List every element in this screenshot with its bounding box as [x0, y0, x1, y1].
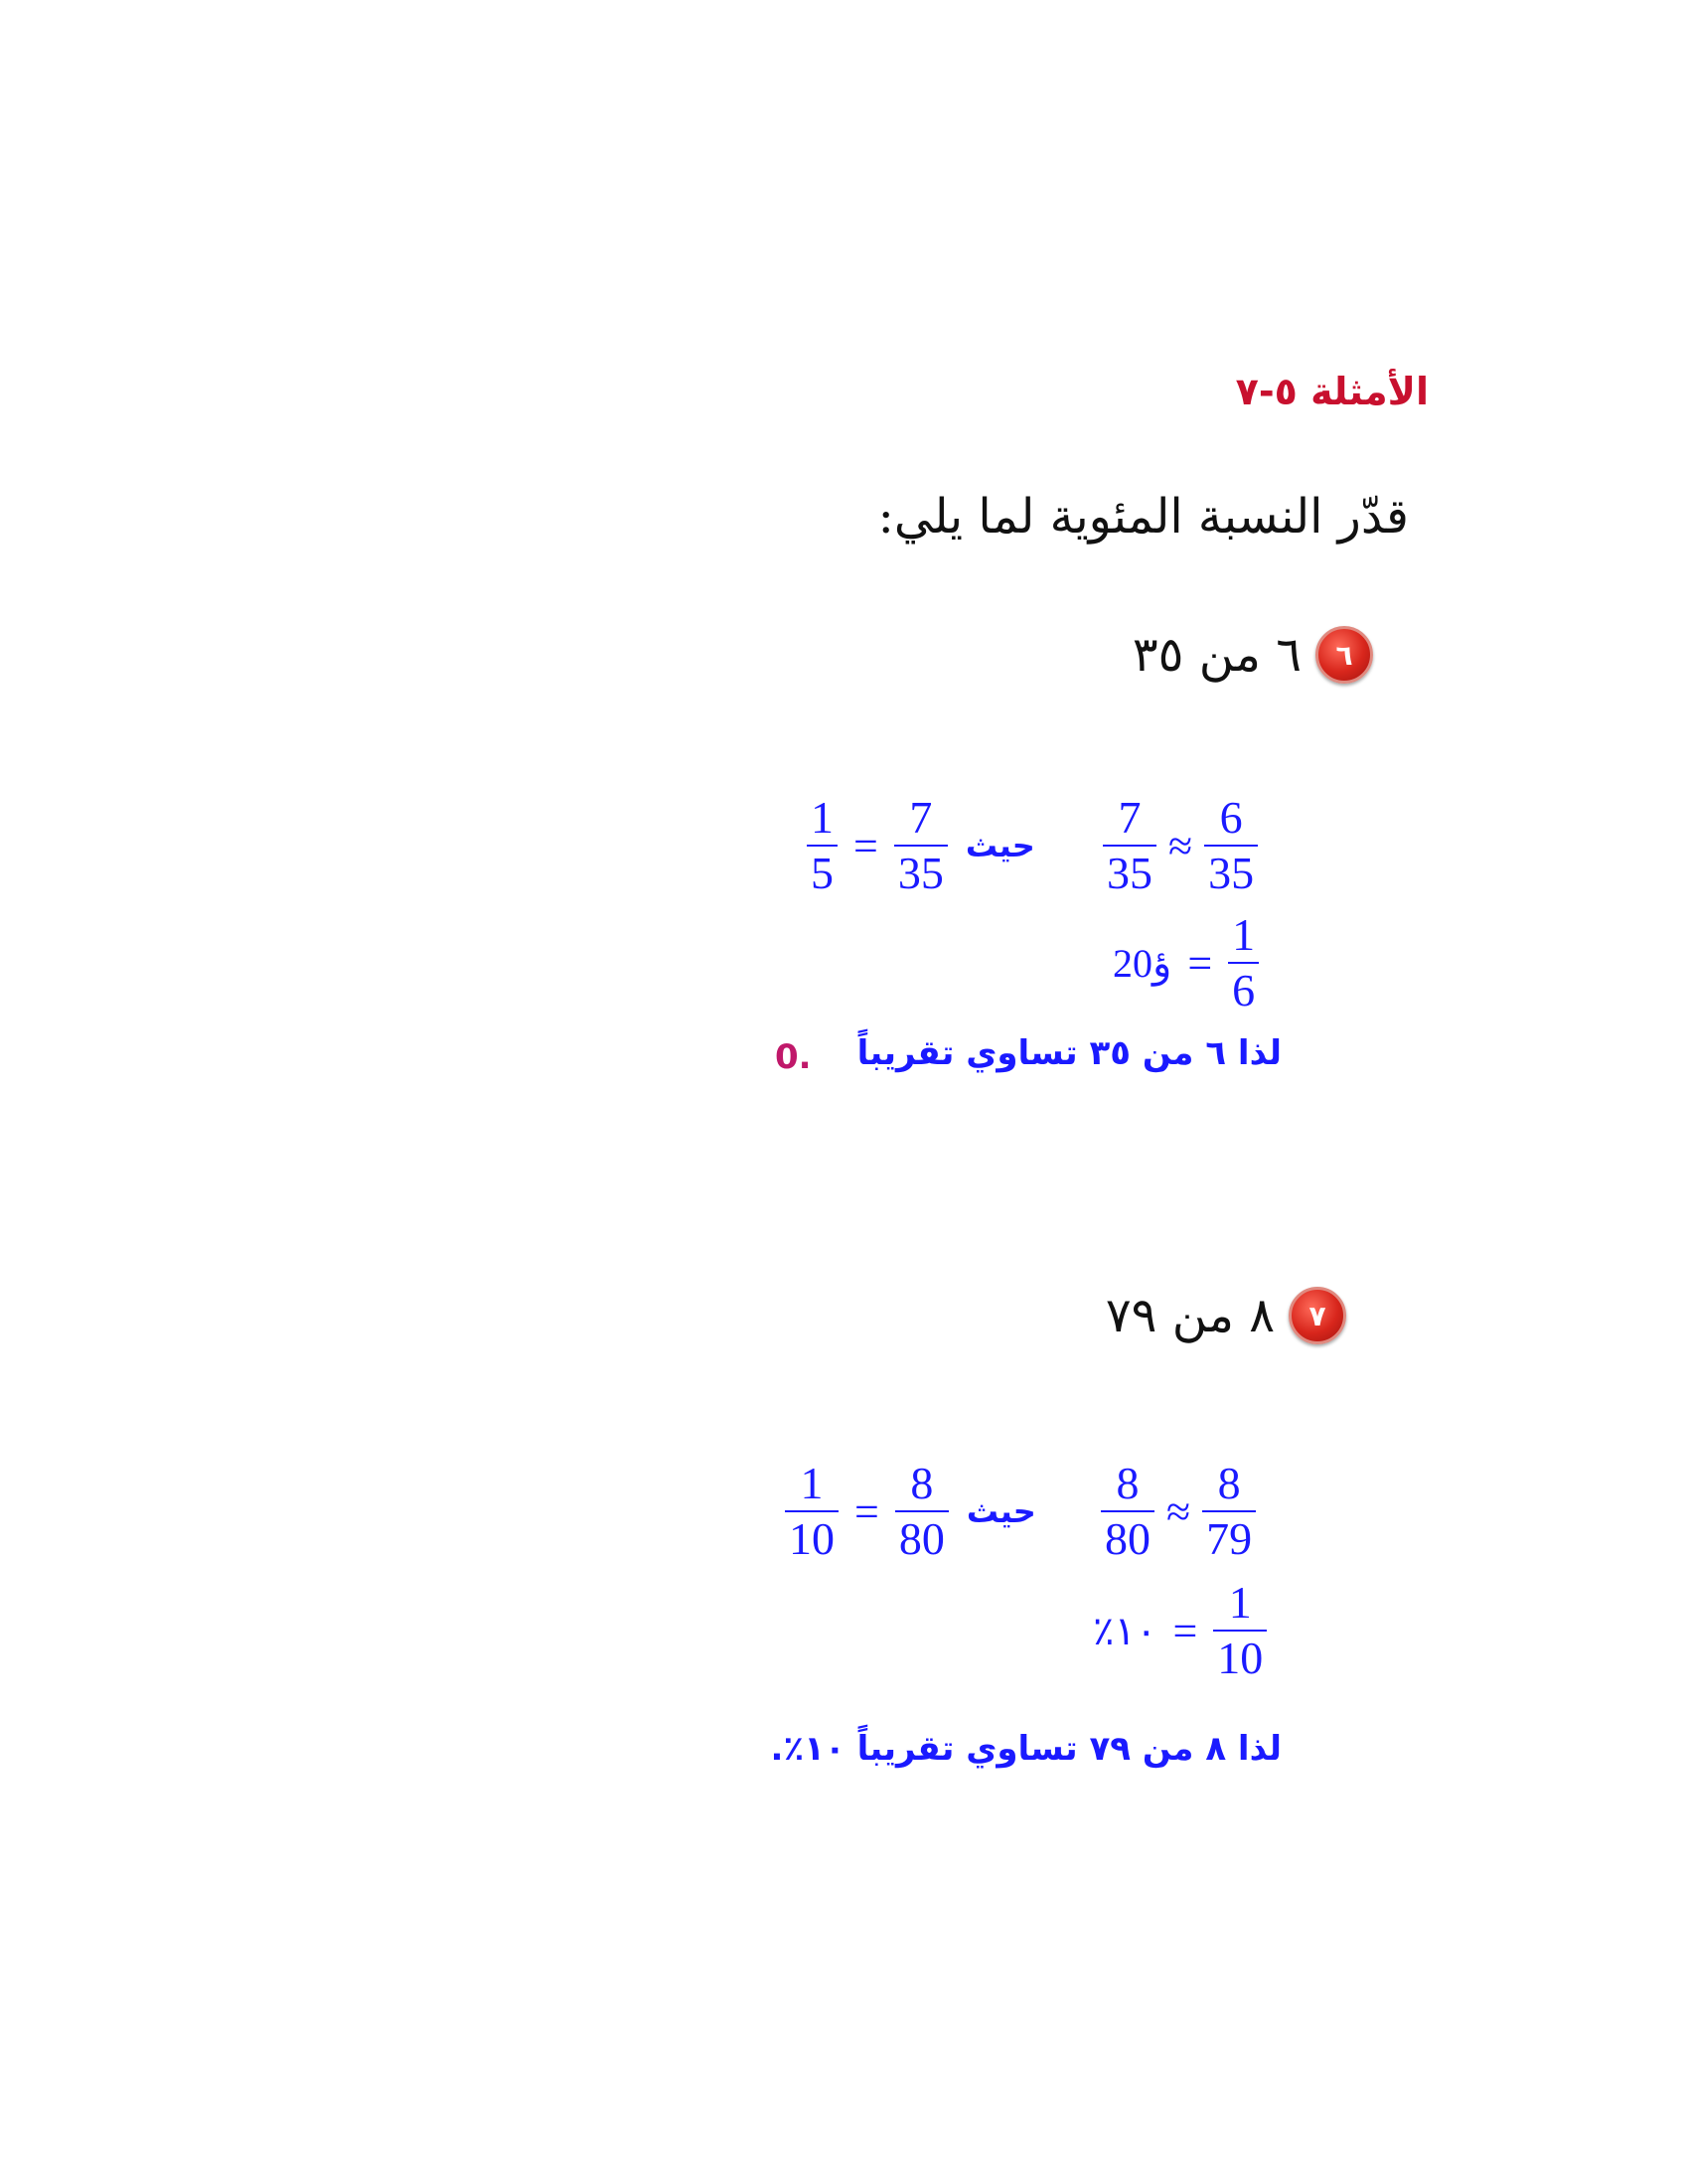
example-2-simplify-left-fraction: $\frac{8}{80}$: [895, 1461, 949, 1562]
example-2-header: [1106, 1287, 1346, 1344]
example-1-approx-symbol: ≈: [1168, 821, 1193, 870]
example-2-prompt: ٨ من ٧٩: [1105, 1288, 1275, 1343]
example-1-badge: [1315, 626, 1373, 684]
example-2-approx: [1101, 1458, 1256, 1564]
example-1-simplify-left-fraction: $\frac{7}{35}$: [894, 795, 948, 896]
example-1-percent-line: [1113, 909, 1259, 1015]
section-title: الأمثلة ٥-٧: [1235, 370, 1429, 413]
example-1-approx: [1103, 792, 1258, 898]
example-2-percent-fraction: $\frac{1}{10}$: [1213, 1580, 1267, 1681]
example-1-percent-fraction: $\frac{1}{6}$: [1228, 912, 1259, 1014]
example-2-simplify: [785, 1458, 1036, 1564]
example-2-conclusion: لذا ٨ من ٧٩ تساوي تقريباً ١٠٪.: [770, 1729, 1282, 1769]
instruction-text: قدّر النسبة المئوية لما يلي:: [877, 489, 1409, 545]
example-2-percent-symbol: =: [1172, 1606, 1198, 1655]
example-2-badge: [1289, 1287, 1346, 1344]
example-1-approx-right-fraction: $\frac{7}{35}$: [1103, 795, 1156, 896]
example-2-percent-value: ٪١٠: [1093, 1608, 1157, 1653]
example-1-prompt: ٦ من ٣٥: [1132, 627, 1302, 683]
example-1-approx-left-fraction: $\frac{6}{35}$: [1204, 795, 1258, 896]
example-2-simplify-symbol: =: [854, 1486, 879, 1536]
example-1-keyword: حيث: [965, 827, 1035, 864]
example-2-simplify-right-fraction: $\frac{1}{10}$: [785, 1461, 839, 1562]
example-1-simplify: [807, 792, 1035, 898]
example-1-conclusion: لذا ٦ من ٣٥ تساوي تقريباً: [856, 1033, 1282, 1073]
example-1-simplify-symbol: =: [853, 821, 878, 870]
example-1-percent-value: 20ؤ: [1113, 940, 1172, 986]
example-1-header: [1133, 626, 1373, 684]
example-1-answer: 0.: [775, 1037, 812, 1077]
example-2-keyword: حيث: [966, 1492, 1036, 1530]
example-1-badge-number: ٦: [1335, 638, 1353, 672]
example-2-approx-right-fraction: $\frac{8}{80}$: [1101, 1461, 1154, 1562]
example-1-percent-symbol: =: [1187, 938, 1213, 988]
example-1-simplify-right-fraction: $\frac{1}{5}$: [807, 795, 838, 896]
example-2-approx-left-fraction: $\frac{8}{79}$: [1202, 1461, 1256, 1562]
example-2-percent-line: [1093, 1577, 1267, 1683]
example-2-approx-symbol: ≈: [1166, 1486, 1191, 1536]
example-2-badge-number: ٧: [1308, 1299, 1326, 1332]
